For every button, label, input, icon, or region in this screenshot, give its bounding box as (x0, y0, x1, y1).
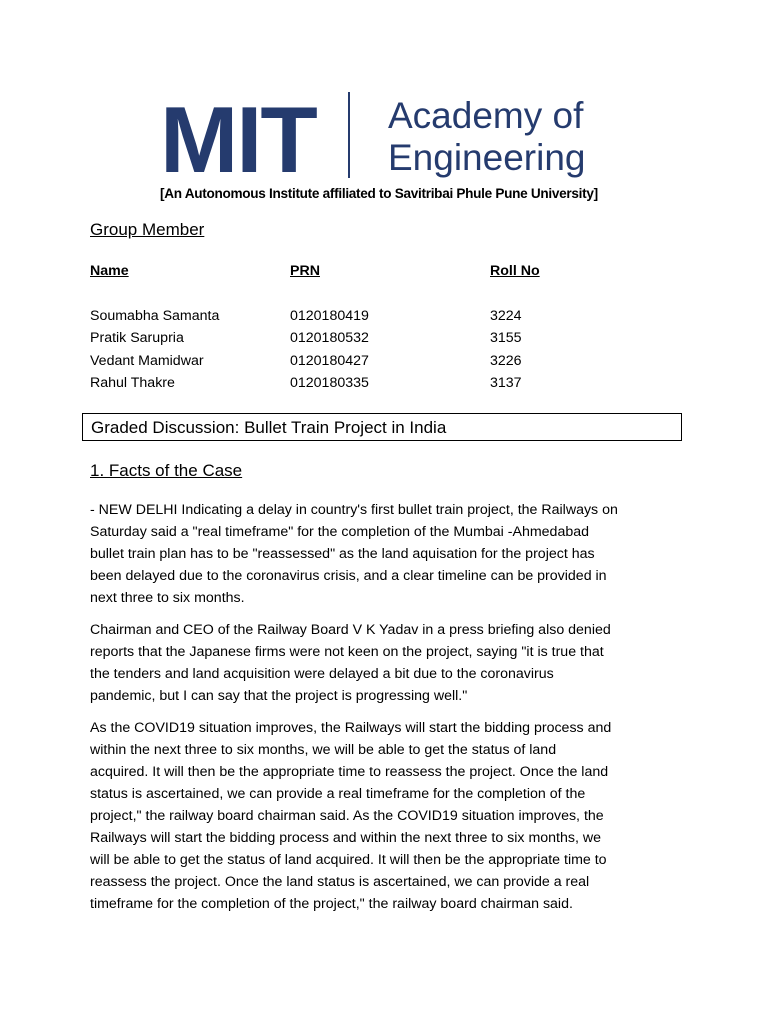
logo-line-1: Academy of (388, 95, 584, 136)
member-roll: 3137 (490, 375, 522, 392)
member-roll: 3224 (490, 307, 522, 324)
member-roll: 3155 (490, 330, 522, 347)
institute-logo (160, 87, 610, 204)
paragraph-2: Chairman and CEO of the Railway Board V K Yadav in a press briefing also denied reports that the Japanese firms were not keen on the project, saying "it is true that the tenders and land acquisition were delayed a bit due to the coronavirus pandemic, but I can say that the project is progressing well." (90, 622, 611, 704)
discussion-title: Graded Discussion: Bullet Train Project in India (91, 418, 447, 437)
members-table (90, 260, 610, 395)
member-prn: 0120180532 (290, 330, 369, 347)
member-prn: 0120180335 (290, 375, 369, 392)
logo-divider (348, 92, 350, 178)
member-name: Rahul Thakre (90, 375, 175, 392)
table-row (90, 350, 610, 373)
column-header-roll: Roll No (490, 263, 540, 279)
logo-line-2: Engineering (388, 137, 586, 178)
member-prn: 0120180427 (290, 352, 369, 369)
group-member-heading: Group Member (90, 220, 205, 239)
paragraph-3: As the COVID19 situation improves, the Railways will start the bidding process and within the next three to six months, we will be able to get the status of land acquired. It will then be the appropriate time to reassess the project. Once the land status is ascertained, we can provide a real timeframe for the completion of the project," the railway board chairman said. As the COVID19 situation improves, the Railways will start the bidding process and within the next three to six months, we will be able to get the status of land acquired. It will then be the appropriate time to reassess the project. Once the land status is ascertained, we can provide a real timeframe for the completion of the project," the railway board chairman said. (90, 720, 612, 912)
column-header-name: Name (90, 263, 129, 279)
member-roll: 3226 (490, 352, 522, 369)
discussion-title-box (82, 413, 682, 441)
member-name: Pratik Sarupria (90, 330, 184, 347)
table-row (90, 327, 610, 350)
column-header-prn: PRN (290, 263, 320, 279)
table-spacer (90, 283, 610, 305)
members-header-row (90, 260, 610, 283)
paragraph-1: - NEW DELHI Indicating a delay in country's first bullet train project, the Railways on Saturday said a "real timeframe" for the completion of the Mumbai -Ahmedabad bullet train plan has to be "reassessed" as the land aquisation for the project has been delayed due to the coronavirus crisis, and a clear timeline can be provided in next three to six months. (90, 502, 618, 606)
section-heading: 1. Facts of the Case (90, 461, 243, 480)
table-row (90, 305, 610, 328)
logo-mark: MIT (160, 87, 316, 192)
logo-tagline: [An Autonomous Institute affiliated to Savitribai Phule Pune University] (160, 186, 598, 201)
member-name: Vedant Mamidwar (90, 352, 204, 369)
table-row (90, 372, 610, 395)
member-prn: 0120180419 (290, 307, 369, 324)
member-name: Soumabha Samanta (90, 307, 220, 324)
